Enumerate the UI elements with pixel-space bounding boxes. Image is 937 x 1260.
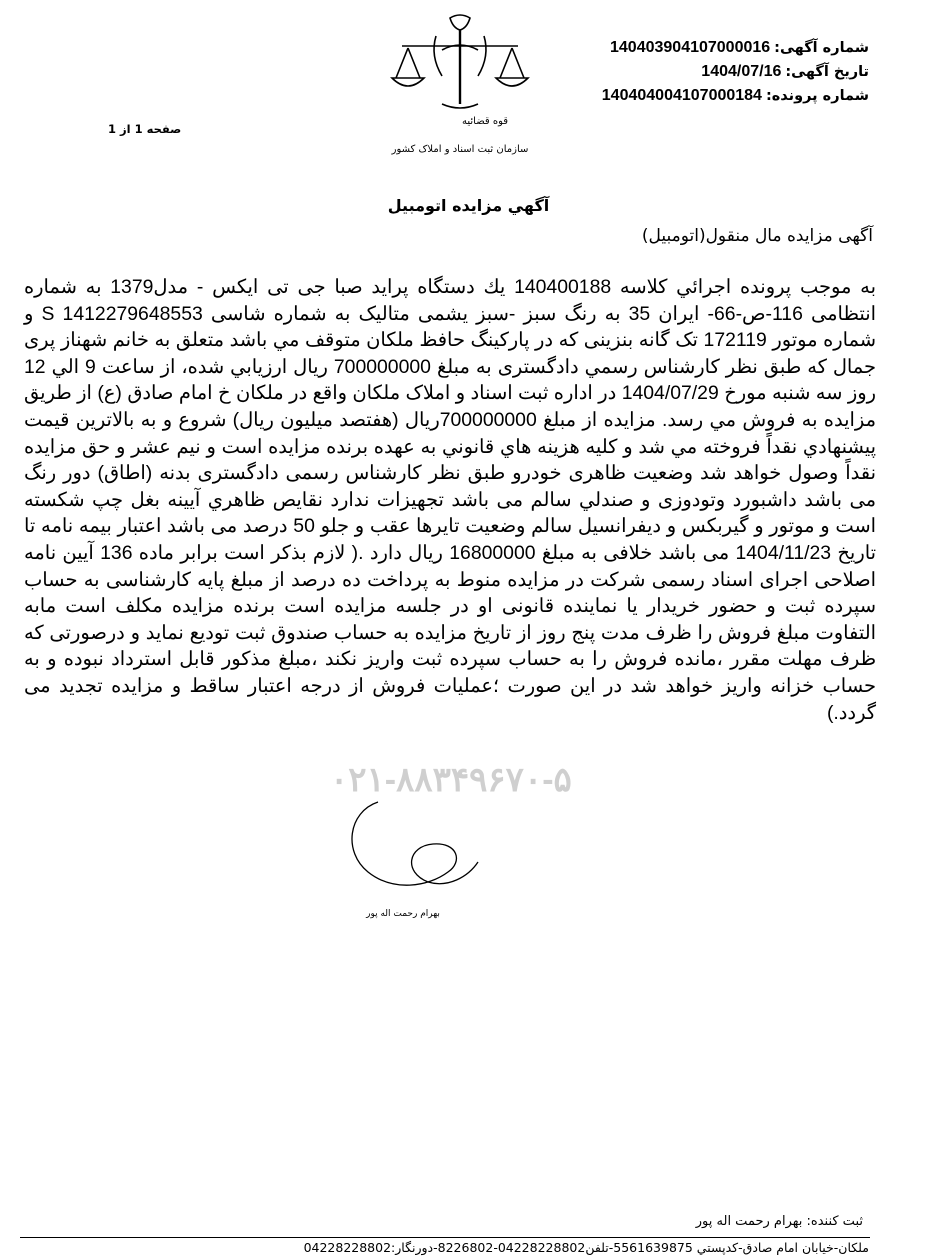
ad-number-row xyxy=(569,36,869,60)
file-number-row xyxy=(569,84,869,108)
registrar-line xyxy=(696,1214,863,1229)
file-number: 140404004107000184 xyxy=(601,87,762,104)
announcement-body: به موجب پرونده اجرائي كلاسه 140400188 يك دستگاه پرايد صبا جی تی ايكس - مدل1379 به شماره انتظامی 116-ص-66- ايران 35 به رنگ سبز -سبز يشمی متاليک به شماره شاسی S 1412279648553 و شماره موتور 172119 تک گانه بنزينی كه در پاركينگ حافظ ملكان متوقف مي باشد متعلق به خانم شهناز پری جمال كه طبق نظر كارشناس رسمي دادگستری به مبلغ 700000000 ريال ارزيابي شده، از ساعت 9 الي 12 روز سه شنبه مورخ 1404/07/29 در اداره ثبت اسناد و املاک ملكان واقع در ملكان خ امام صادق (ع) از طريق مزايده به فروش مي رسد. مزايده از مبلغ 700000000ريال (هفتصد ميليون ريال) شروع و به بالاترين قيمت پيشنهادي نقداً فروخته مي شد و كليه هزينه هاي قانوني به عهده برنده مزايده است و نيم عشر و حق مزايده نقداً وصول خواهد شد وضعيت ظاهری خودرو طبق نظر كارشناس رسمی دادگستری بدنه (اطاق) دور رنگ می باشد داشبورد وتودوزی و صندلي سالم می باشد تجهيزات ندارد نقايص ظاهري آيينه بغل چپ شكسته است و موتور و گيربكس و ديفرانسيل سالم وضعيت تايرها عقب و جلو 50 درصد می باشد اعتبار بيمه نامه تا تاريخ 1404/11/23 می باشد خلافی به مبلغ 16800000 ريال دارد .( لازم بذكر است برابر ماده 136 آيين نامه اصلاحی اجرای اسناد رسمی شركت در مزايده منوط به پرداخت ده درصد از مبلغ پايه كارشناسی به حساب سپرده ثبت و حضور خريدار يا نماينده قانونی او در جلسه مزايده است برنده مزايده مكلف است مابه التفاوت مبلغ فروش را ظرف مدت پنج روز از تاريخ مزايده به حساب صندوق ثبت توديع نمايد و درصورتی كه ظرف مهلت مقرر ،مانده فروش را به حساب سپرده ثبت واريز نكند ،مبلغ مذكور قابل استرداد نبوده و به حساب خزانه واريز خواهد شد در اين صورت ؛عمليات فروش از درجه اعتبار ساقط و مزايده تجديد می گردد.) xyxy=(24,276,877,724)
ad-number-label: شماره آگهی: xyxy=(774,40,869,56)
judiciary-logo xyxy=(380,6,540,166)
signature xyxy=(338,792,488,932)
registrar-name: بهرام رحمت اله پور xyxy=(695,1214,803,1229)
page-number: صفحه 1 از 1 xyxy=(108,122,182,136)
scales-of-justice-icon xyxy=(392,15,528,108)
footer-address: ملكان-خيابان امام صادق-كدپستي 5561639875-تلفن04228228802-8226802-دورنگار:04228228802 xyxy=(303,1240,869,1255)
registrar-label: ثبت كننده: xyxy=(806,1214,863,1229)
phone-watermark: ۰۲۱-۸۸۳۴۹۶۷۰-۵ xyxy=(330,761,572,799)
ad-meta xyxy=(569,36,869,108)
logo-text-top: قوه قضائیه xyxy=(461,116,509,127)
file-number-label: شماره پرونده: xyxy=(765,88,869,104)
signature-name: بهرام رحمت اله پور xyxy=(366,909,440,919)
logo-text-bottom: سازمان ثبت اسناد و املاک کشور xyxy=(391,144,529,155)
ad-date-label: تاریخ آگهی: xyxy=(785,64,869,80)
ad-date-row xyxy=(569,60,869,84)
footer-divider xyxy=(20,1237,870,1238)
ad-number: 140403904107000016 xyxy=(610,39,771,56)
signature-scribble xyxy=(352,802,478,885)
document-title: آگهي مزايده اتومبيل xyxy=(387,196,550,215)
document-subtitle: آگهی مزایده مال منقول(اتومبیل) xyxy=(641,226,873,246)
ad-date: 1404/07/16 xyxy=(701,63,782,80)
